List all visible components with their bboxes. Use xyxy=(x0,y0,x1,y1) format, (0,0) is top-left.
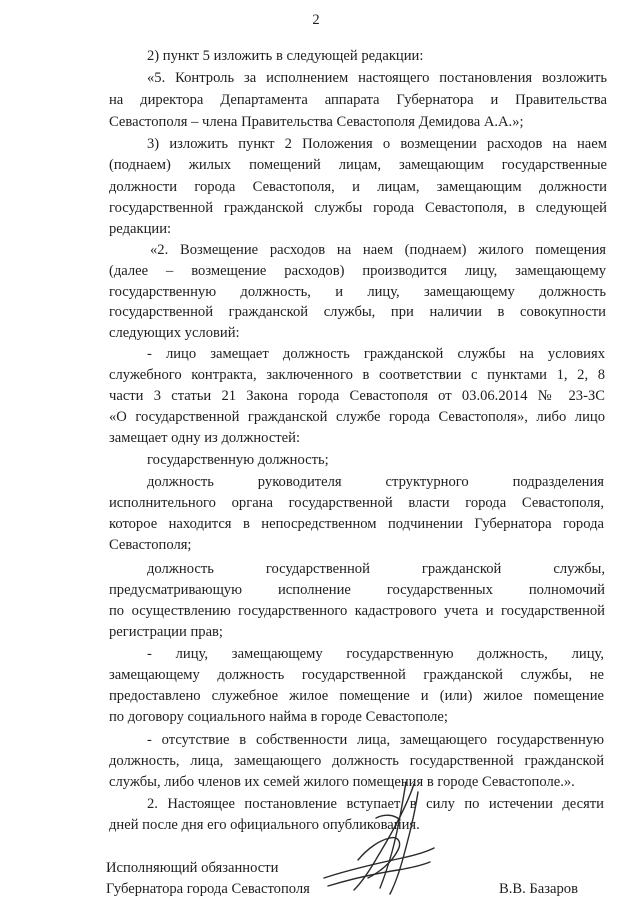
quote-2-line5: следующих условий: xyxy=(109,325,240,341)
position-2-line3: которое находится в непосредственном подчинении Губернатора города xyxy=(109,516,604,532)
quote-2-line3: государственную должность, и лицу, замещающему должность xyxy=(109,284,606,300)
position-3-line4: регистрации прав; xyxy=(109,624,223,640)
item-3-line5: редакции: xyxy=(109,221,172,237)
condition-3-line1: - отсутствие в собственности лица, замещающего государственную xyxy=(147,732,604,748)
position-2-line2: исполнительного органа государственной власти города Севастополя, xyxy=(109,495,604,511)
page-number: 2 xyxy=(312,12,320,28)
handwritten-signature xyxy=(318,778,438,898)
item-3-line4: государственной гражданской службы города Севастополя, в следующей xyxy=(109,200,607,216)
item-3-line1: 3) изложить пункт 2 Положения о возмещении расходов на наем xyxy=(147,136,607,152)
signatory-title xyxy=(106,858,278,879)
position-2-line1: должность руководителя структурного подразделения xyxy=(147,474,604,490)
item-2-text: 2) пункт 5 изложить в следующей редакции: xyxy=(147,48,424,64)
effective-line1: 2. Настоящее постановление вступает в силу по истечении десяти xyxy=(147,796,604,812)
condition-1-line3: части 3 статьи 21 Закона города Севастополя от 03.06.2014 № 23-ЗС xyxy=(109,388,605,404)
quote-2-line1: «2. Возмещение расходов на наем (поднаем) жилого помещения xyxy=(150,242,606,258)
condition-3-line2: должность, лица, замещающего должность государственной гражданской xyxy=(109,753,604,769)
position-3-line3: по осуществлению государственного кадастрового учета и государственной xyxy=(109,603,605,619)
effective-line2: дней после дня его официального опубликования. xyxy=(109,817,420,833)
condition-3-line3: службы, либо членов их семей жилого помещения в городе Севастополе.». xyxy=(109,774,575,790)
position-3-line1: должность государственной гражданской службы, xyxy=(147,561,605,577)
condition-1-line4: «О государственной гражданской службе города Севастополя», либо лицо xyxy=(109,409,605,425)
quote-2-line2: (далее – возмещение расходов) производится лицу, замещающему xyxy=(109,263,606,279)
condition-2-line2: замещающему должность государственной гражданской службы, не xyxy=(109,667,604,683)
position-1: государственную должность; xyxy=(147,452,329,468)
condition-1-line2: служебного контракта, заключенного в соответствии с пунктами 1, 2, 8 xyxy=(109,367,605,383)
item-3-line2: (поднаем) жилых помещений лицам, замещающим государственные xyxy=(109,157,607,173)
quote-2-line4: государственной гражданской службы, при наличии в совокупности xyxy=(109,304,606,320)
condition-2-line3: предоставлено служебное жилое помещение и (или) жилое помещение xyxy=(109,688,604,704)
quote-5-line1: «5. Контроль за исполнением настоящего постановления возложить xyxy=(147,70,607,86)
quote-5-line3: Севастополя – члена Правительства Севастополя Демидова А.А.»; xyxy=(109,114,524,130)
quote-5-line2: на директора Департамента аппарата Губернатора и Правительства xyxy=(109,92,607,108)
signatory-name: В.В. Базаров xyxy=(499,881,578,897)
signatory-title-line2: Губернатора города Севастополя xyxy=(106,881,310,897)
item-3-line3: должности города Севастополя, и лицам, замещающим должности xyxy=(109,179,607,195)
position-2-line4: Севастополя; xyxy=(109,537,192,553)
condition-1-line5: замещает одну из должностей: xyxy=(109,430,301,446)
position-3-line2: предусматривающую исполнение государственных полномочий xyxy=(109,582,605,598)
signatory-title-line1: Исполняющий обязанности xyxy=(106,860,279,876)
condition-1-line1: - лицо замещает должность гражданской службы на условиях xyxy=(147,346,605,362)
condition-2-line1: - лицу, замещающему государственную должность, лицу, xyxy=(147,646,604,662)
condition-2-line4: по договору социального найма в городе Севастополе; xyxy=(109,709,448,725)
